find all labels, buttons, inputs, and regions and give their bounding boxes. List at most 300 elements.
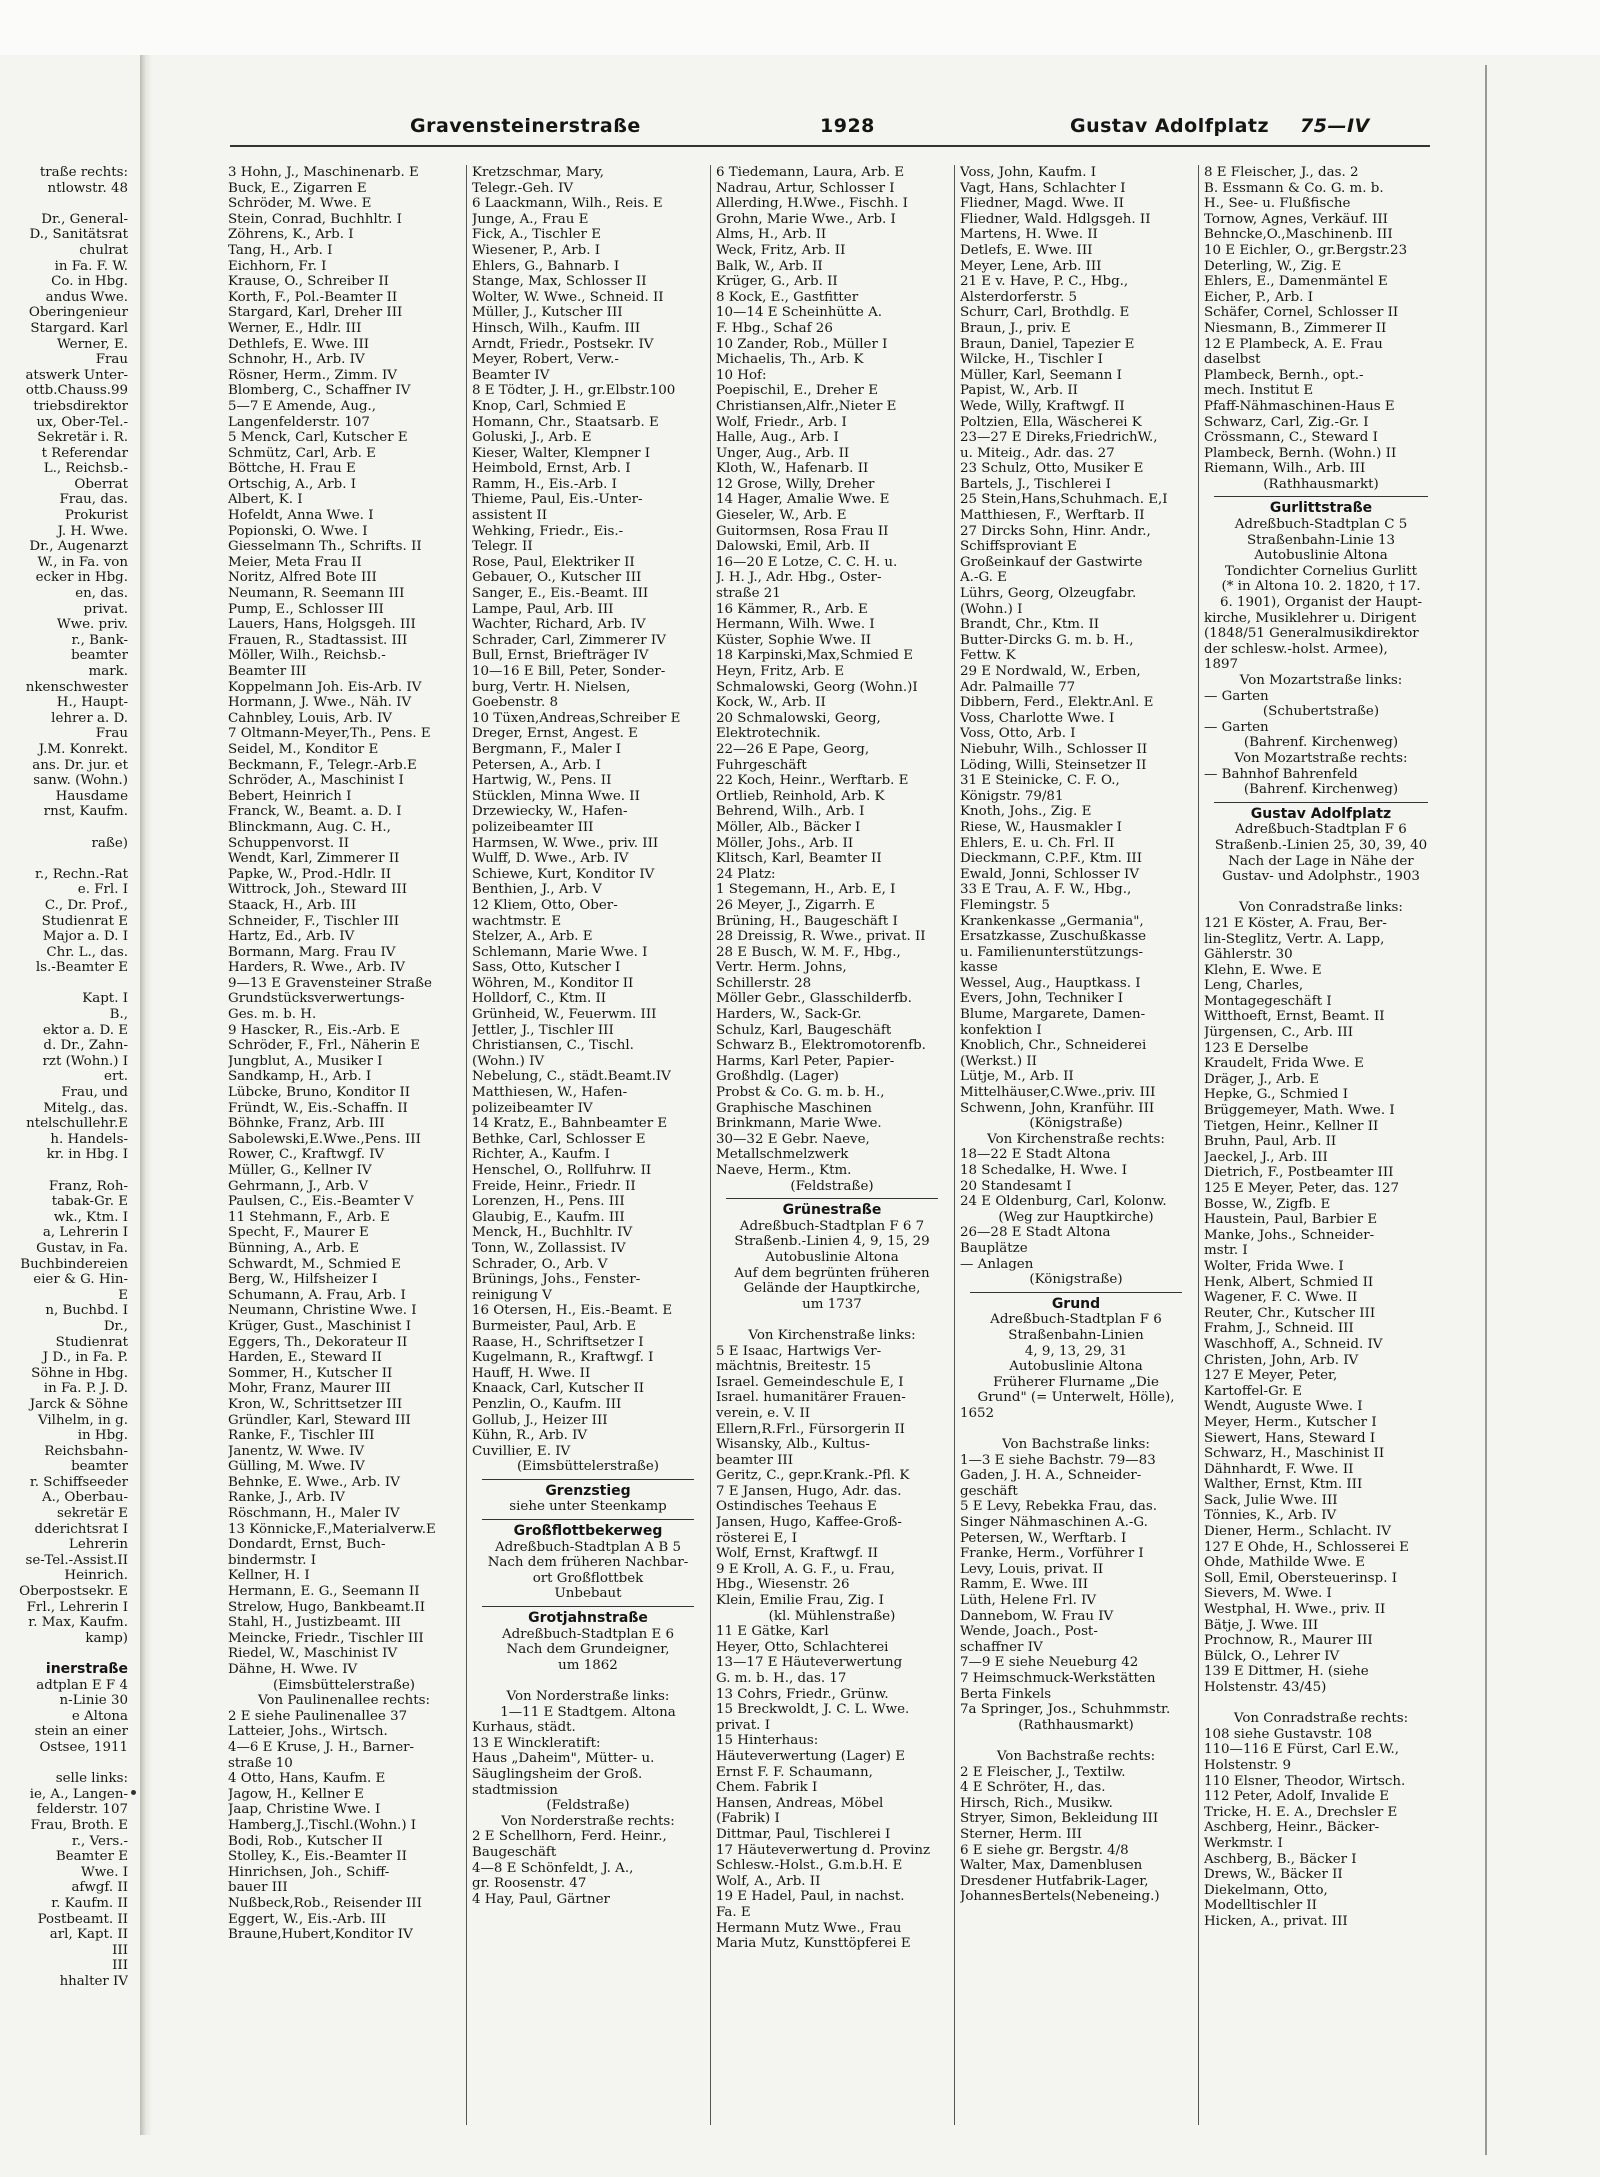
fragment-line: sanw. (Wohn.) [33, 773, 128, 789]
fragment-line [0, 1756, 128, 1772]
directory-entry: Dresdener Hutfabrik-Lager, [960, 1873, 1149, 1889]
directory-entry: Ehlers, G., Bahnarb. I [472, 258, 620, 274]
directory-entry: Blinckmann, Aug. C. H., [228, 819, 391, 835]
directory-entry: 13 Cohrs, Friedr., Grünw. [716, 1686, 889, 1702]
fragment-line: rzt (Wohn.) I [42, 1053, 128, 1069]
fragment-line: Frau, und [61, 1085, 128, 1101]
directory-entry: 12 Grose, Willy, Dreher [716, 476, 875, 492]
directory-entry: assistent II [472, 508, 548, 524]
directory-entry: (* in Altona 10. 2. 1820, † 17. [1221, 579, 1421, 595]
directory-entry: privat. I [716, 1717, 770, 1733]
directory-entry: Von Norderstraße links: [506, 1689, 670, 1704]
directory-entry: Sanger, E., Eis.-Beamt. III [472, 586, 649, 602]
directory-entry: Israel. Gemeindeschule E, I [716, 1374, 904, 1390]
directory-entry: 6 Laackmann, Wilh., Reis. E [472, 196, 663, 212]
directory-entry: Drzewiecky, W., Hafen- [472, 804, 628, 820]
directory-entry: Langenfelderstr. 107 [228, 414, 370, 430]
directory-entry: Plambeck, Bernh. (Wohn.) II [1204, 445, 1397, 461]
directory-entry: Mohr, Franz, Maurer III [228, 1381, 391, 1397]
fragment-line [0, 1163, 128, 1179]
directory-entry: 13 E Winckleratift: [472, 1735, 601, 1751]
directory-entry: Lüth, Helene Frl. IV [960, 1593, 1097, 1609]
fragment-line: III [112, 1958, 128, 1974]
directory-entry: Haustein, Paul, Barbier E [1204, 1212, 1378, 1228]
directory-entry: Benthien, J., Arb. V [472, 882, 602, 898]
column-3 [716, 165, 948, 1952]
directory-entry: Behnke, E. Wwe., Arb. IV [228, 1474, 400, 1490]
directory-entry: H., See- u. Flußfische [1204, 196, 1351, 212]
directory-entry: Schulz, Karl, Baugeschäft [716, 1022, 892, 1038]
directory-entry: Lütje, M., Arb. II [960, 1069, 1074, 1085]
directory-entry: Dittmar, Paul, Tischlerei I [716, 1826, 891, 1842]
directory-entry: Franke, Herm., Vorführer I [960, 1546, 1144, 1562]
directory-entry: Fliedner, Magd. Wwe. II [960, 196, 1124, 212]
directory-entry: Menck, H., Buchhltr. IV [472, 1225, 633, 1241]
directory-entry: — Bahnhof Bahrenfeld [1204, 766, 1358, 782]
directory-entry: Michaelis, Th., Arb. K [716, 352, 864, 368]
directory-entry: Bätje, J. Wwe. III [1204, 1617, 1319, 1633]
header-right-street: Gustav Adolfplatz [1070, 115, 1270, 137]
fragment-line: J D., in Fa. P. [42, 1350, 128, 1366]
fragment-line: ektor a. D. E [42, 1022, 128, 1038]
directory-entry: 19 E Hadel, Paul, in nachst. [716, 1889, 905, 1905]
directory-entry: Brandt, Chr., Ktm. II [960, 617, 1100, 633]
directory-entry: Hauff, H. Wwe. II [472, 1365, 591, 1381]
fragment-line: traße rechts: [39, 165, 128, 180]
directory-entry: 1652 [960, 1405, 995, 1421]
directory-entry: Bergmann, F., Maler I [472, 741, 622, 757]
directory-entry: Bosse, W., Zigfb. E [1204, 1196, 1331, 1212]
fragment-line: e Altona [71, 1708, 128, 1724]
directory-entry: Ellern,R.Frl., Fürsorgerin II [716, 1421, 905, 1437]
directory-entry: Von Mozartstraße rechts: [1234, 750, 1408, 766]
fragment-line: III [112, 1942, 128, 1958]
directory-entry: Hermann Mutz Wwe., Frau [716, 1920, 902, 1936]
directory-entry: Papist, W., Arb. II [960, 383, 1078, 399]
fragment-line: Wwe. priv. [56, 617, 128, 633]
directory-entry: Eggers, Th., Dekorateur II [228, 1334, 408, 1350]
fragment-line: Söhne in Hbg. [31, 1365, 128, 1381]
directory-entry: Evers, John, Techniker I [960, 991, 1124, 1007]
directory-entry: Hofeldt, Anna Wwe. I [228, 508, 374, 524]
directory-entry: Werner, E., Hdlr. III [228, 320, 362, 336]
directory-entry: der schlesw.-holst. Armee), [1204, 641, 1388, 657]
directory-entry: Paulsen, C., Eis.-Beamter V [228, 1194, 414, 1210]
directory-entry: Adr. Palmaille 77 [960, 679, 1076, 695]
fragment-line: Wwe. I [81, 1864, 128, 1880]
directory-entry: Autobuslinie Altona [1254, 548, 1388, 564]
directory-entry: Braune,Hubert,Konditor IV [228, 1927, 413, 1943]
directory-entry: 9 E Kroll, A. G. F., u. Frau, [716, 1561, 895, 1577]
directory-entry: 10 Hof: [716, 367, 767, 383]
fragment-line: felderstr. 107 [36, 1802, 128, 1818]
directory-entry: Haus „Daheim", Mütter- u. [472, 1751, 655, 1767]
fragment-line: beamter [71, 1459, 128, 1475]
directory-entry: Goebenstr. 8 [472, 695, 559, 711]
directory-entry: Crössmann, C., Steward I [1204, 430, 1378, 446]
directory-entry: Schwenn, John, Kranführ. III [960, 1100, 1155, 1116]
directory-entry: Zöhrens, K., Arb. I [228, 227, 354, 243]
directory-entry: kirche, Musiklehrer u. Dirigent [1204, 610, 1417, 626]
directory-entry: (Eimsbüttelerstraße) [272, 1677, 416, 1693]
directory-entry: Chem. Fabrik I [716, 1780, 818, 1796]
directory-entry: Bruhn, Paul, Arb. II [1204, 1134, 1337, 1150]
directory-entry: Grünheid, W., Feuerwm. III [472, 1007, 657, 1023]
fragment-line: ottb.Chauss.99 [25, 383, 128, 399]
directory-entry: 21 E v. Have, P. C., Hbg., [960, 274, 1129, 290]
directory-entry: Schäfer, Cornel, Schlosser II [1204, 305, 1399, 321]
directory-entry: Dräger, J., Arb. E [1204, 1071, 1320, 1087]
directory-entry: Blomberg, C., Schaffner IV [228, 383, 411, 399]
directory-entry: Diekelmann, Otto, [1204, 1882, 1328, 1898]
directory-entry: Burmeister, Paul, Arb. E [472, 1318, 637, 1334]
directory-entry [960, 1422, 1192, 1438]
directory-entry: Beamter III [228, 664, 307, 679]
directory-entry: Wilcke, H., Tischler I [960, 352, 1103, 368]
column-rule [954, 165, 955, 2125]
directory-entry: Meyer, Lene, Arb. III [960, 258, 1102, 274]
fragment-line: Ostsee, 1911 [39, 1739, 128, 1755]
directory-entry: 5 Menck, Carl, Kutscher E [228, 430, 408, 446]
column-1 [228, 165, 460, 1943]
directory-entry: Jürgensen, C., Arb. III [1204, 1025, 1354, 1041]
directory-entry: Heyn, Fritz, Arb. E [716, 664, 845, 679]
directory-entry: Schmütz, Carl, Arb. E [228, 445, 376, 461]
directory-entry: 7 Heimschmuck-Werkstätten [960, 1671, 1156, 1686]
directory-entry: Wendt, Karl, Zimmerer II [228, 851, 400, 867]
directory-entry: Löding, Willi, Steinsetzer II [960, 757, 1147, 773]
directory-entry: Straßenb.-Linien 4, 9, 15, 29 [734, 1234, 930, 1250]
street-heading: Grünestraße [782, 1203, 882, 1219]
directory-entry: Wisansky, Alb., Kultus- [716, 1437, 870, 1453]
directory-entry: Diener, Herm., Schlacht. IV [1204, 1524, 1391, 1540]
directory-entry: Halle, Aug., Arb. I [716, 430, 839, 446]
directory-entry: Klehn, E. Wwe. E [1204, 962, 1322, 978]
directory-entry: 121 E Köster, A. Frau, Ber- [1204, 915, 1387, 931]
directory-entry: Bauplätze [960, 1240, 1028, 1256]
directory-entry: Sievers, M. Wwe. I [1204, 1586, 1332, 1602]
directory-entry: Wittrock, Joh., Steward III [228, 882, 408, 898]
directory-entry: Singer Nähmaschinen A.-G. [960, 1515, 1148, 1531]
directory-entry: Grundstücksverwertungs- [228, 991, 405, 1007]
fragment-line: h. Handels- [50, 1131, 128, 1147]
fragment-line [0, 976, 128, 992]
directory-entry: Bethke, Carl, Schlosser E [472, 1131, 646, 1147]
directory-entry: Modelltischler II [1204, 1898, 1317, 1914]
directory-entry: Nadrau, Artur, Schlosser I [716, 180, 895, 196]
directory-entry: Frahm, J., Schneid. III [1204, 1321, 1354, 1337]
directory-entry: Unger, Aug., Arb. II [716, 445, 850, 461]
directory-entry: um 1862 [558, 1657, 618, 1673]
directory-entry: Thieme, Paul, Eis.-Unter- [472, 492, 643, 508]
directory-entry: Fick, A., Tischler E [472, 227, 601, 243]
directory-entry: Voss, Otto, Arb. I [960, 726, 1076, 742]
directory-entry: Berta Finkels [960, 1686, 1052, 1702]
directory-entry: Autobuslinie Altona [765, 1249, 899, 1265]
directory-entry: Ewald, Jonni, Schlosser IV [960, 866, 1139, 882]
directory-entry: Knaack, Carl, Kutscher II [472, 1381, 645, 1397]
directory-entry: Großeinkauf der Gastwirte [960, 554, 1143, 570]
directory-entry: Dähnhardt, F. Wwe. II [1204, 1461, 1354, 1477]
directory-entry: Schlemann, Marie Wwe. I [472, 944, 648, 960]
directory-entry: Fliedner, Wald. Hdlgsgeh. II [960, 211, 1151, 227]
directory-entry: Hinrichsen, Joh., Schiff- [228, 1864, 390, 1880]
directory-entry: 7 E Jansen, Hugo, Adr. das. [716, 1483, 902, 1499]
directory-entry: 3 Hohn, J., Maschinenarb. E [228, 165, 419, 180]
directory-entry: Klitsch, Karl, Beamter II [716, 851, 882, 867]
directory-entry: Ernst F. F. Schaumann, [716, 1764, 873, 1780]
fragment-line: Studienrat E [41, 913, 128, 929]
section-divider [1214, 802, 1428, 803]
directory-entry: Krüger, G., Arb. II [716, 274, 838, 290]
directory-entry: Glaubig, E., Kaufm. III [472, 1209, 625, 1225]
fragment-line: in Fa. P. J. D. [43, 1381, 128, 1397]
fragment-line: inerstraße [45, 1662, 128, 1677]
directory-entry: Soll, Emil, Obersteuerinsp. I [1204, 1570, 1398, 1586]
directory-entry: Dalowski, Emil, Arb. II [716, 539, 870, 555]
directory-entry: 14 Hager, Amalie Wwe. E [716, 492, 890, 508]
directory-entry: 18 Karpinski,Max,Schmied E [716, 648, 913, 664]
directory-entry: Popionski, O. Wwe. I [228, 523, 368, 539]
directory-entry: polizeibeamter IV [472, 1100, 593, 1116]
directory-entry: (1848/51 Generalmusikdirektor [1204, 626, 1419, 642]
directory-entry: Beckmann, F., Telegr.-Arb.E [228, 757, 417, 773]
directory-entry: Franck, W., Beamt. a. D. I [228, 804, 402, 820]
directory-entry: Flemingstr. 5 [960, 897, 1050, 913]
fragment-line: Gustav, in Fa. [36, 1240, 128, 1256]
header-rule [230, 145, 1430, 147]
directory-entry: burg, Vertr. H. Nielsen, [472, 679, 631, 695]
directory-entry: Witthoeft, Ernst, Beamt. II [1204, 1009, 1385, 1025]
fragment-line: kamp) [85, 1630, 128, 1646]
directory-entry: Harden, E., Steward II [228, 1350, 382, 1366]
fragment-line: r., Vers.- [71, 1833, 128, 1849]
fragment-line: Postbeamt. II [37, 1911, 128, 1927]
directory-entry: Tonn, W., Zollassist. IV [472, 1240, 626, 1256]
directory-entry: 10—16 E Bill, Peter, Sonder- [472, 664, 666, 679]
directory-entry: Wolf, A., Arb. II [716, 1873, 821, 1889]
directory-entry: rösterei E, I [716, 1530, 798, 1546]
directory-entry: Säuglingsheim der Groß. [472, 1766, 643, 1782]
fragment-line: tabak-Gr. E [51, 1194, 128, 1210]
street-heading: Gustav Adolfplatz [1250, 806, 1392, 822]
directory-entry: Müller, G., Kellner IV [228, 1163, 372, 1178]
directory-entry: Maria Mutz, Kunsttöpferei E [716, 1936, 911, 1952]
fragment-line: ecker in Hbg. [35, 570, 128, 586]
fragment-line: ntelschullehr.E [26, 1116, 128, 1132]
directory-entry: 20 Schmalowski, Georg, [716, 710, 881, 726]
fragment-line: selle links: [55, 1771, 128, 1787]
fragment-line: n, Buchbd. I [45, 1303, 128, 1319]
directory-entry [716, 1312, 948, 1328]
directory-entry: Adreßbuch-Stadtplan E 6 [501, 1626, 675, 1642]
directory-entry: Gehrmann, J., Arb. V [228, 1178, 369, 1194]
fragment-line: D., Sanitätsrat [29, 227, 128, 243]
directory-entry: Stücklen, Minna Wwe. II [472, 788, 640, 804]
directory-entry: 5 E Isaac, Hartwigs Ver- [716, 1343, 882, 1359]
fragment-line: afwgf. II [71, 1880, 128, 1896]
directory-entry: (Königstraße) [1029, 1116, 1123, 1132]
directory-entry: Schwardt, M., Schmied E [228, 1256, 401, 1272]
directory-entry: Behrend, Wilh., Arb. I [716, 804, 865, 820]
directory-entry: Wolf, Ernst, Kraftwgf. II [716, 1546, 879, 1562]
directory-entry: u. Familienunterstützungs- [960, 944, 1144, 960]
directory-entry: Schlesw.-Holst., G.m.b.H. E [716, 1858, 903, 1874]
directory-entry: 14 Kratz, E., Bahnbeamter E [472, 1116, 668, 1132]
directory-entry: Hartwig, W., Pens. II [472, 773, 612, 789]
directory-entry: Stange, Max, Schlosser II [472, 274, 647, 290]
fragment-line: en, das. [75, 586, 128, 602]
scan-top-margin [0, 0, 1600, 55]
directory-entry: Janentz, W. Wwe. IV [228, 1443, 365, 1459]
directory-entry: Waschhoff, A., Schneid. IV [1204, 1336, 1383, 1352]
fragment-line: wk., Ktm. I [53, 1209, 128, 1225]
directory-entry: 7—9 E siehe Neueburg 42 [960, 1655, 1139, 1671]
directory-entry: 108 siehe Gustavstr. 108 [1204, 1726, 1373, 1742]
directory-entry: Fründt, W., Eis.-Schaffn. II [228, 1100, 408, 1116]
directory-entry: F. Hbg., Schaf 26 [716, 320, 833, 336]
fragment-line: ans. Dr. jur. et [32, 757, 128, 773]
directory-entry: Matthiesen, W., Hafen- [472, 1085, 628, 1101]
directory-entry: Von Mozartstraße links: [1239, 673, 1403, 688]
directory-entry: 16 Kämmer, R., Arb. E [716, 601, 868, 617]
directory-entry: Bartels, J., Tischlerei I [960, 476, 1111, 492]
directory-entry: Adreßbuch-Stadtplan F 6 7 [739, 1218, 925, 1234]
directory-entry: Nach dem früheren Nachbar- [487, 1555, 689, 1571]
fragment-line: A., Oberbau- [41, 1490, 128, 1506]
directory-entry: ort Großflottbek [532, 1570, 644, 1586]
directory-entry: Butter-Dircks G. m. b. H., [960, 632, 1134, 648]
directory-entry: Jansen, Hugo, Kaffee-Groß- [716, 1515, 902, 1531]
fragment-line: Oberrat [74, 476, 128, 492]
directory-entry: Bodi, Rob., Kutscher II [228, 1833, 383, 1849]
directory-entry: Tornow, Agnes, Verkäuf. III [1204, 211, 1388, 227]
directory-entry: Kron, W., Schrittsetzer III [228, 1396, 403, 1412]
directory-entry: 18 Schedalke, H. Wwe. I [960, 1163, 1128, 1178]
directory-entry: Wolter, Frida Wwe. I [1204, 1258, 1344, 1274]
column-rule [1198, 165, 1199, 2125]
directory-entry: Adreßbuch-Stadtplan A B 5 [494, 1539, 682, 1555]
directory-entry: Holstenstr. 9 [1204, 1757, 1292, 1773]
directory-entry: Hirsch, Rich., Musikw. [960, 1795, 1113, 1811]
directory-entry: Ortschig, A., Arb. I [228, 476, 357, 492]
directory-entry: 17 Häuteverwertung d. Provinz [716, 1842, 931, 1858]
directory-entry: Lührs, Georg, Ölzeugfabr. [960, 586, 1137, 602]
directory-entry: Stryer, Simon, Bekleidung III [960, 1811, 1159, 1827]
directory-entry: Holstenstr. 43/45) [1204, 1680, 1327, 1695]
fragment-line: J.M. Konrekt. [38, 741, 128, 757]
directory-entry: Weck, Fritz, Arb. II [716, 242, 846, 258]
directory-entry: 139 E Dittmer, H. (siehe [1204, 1664, 1369, 1680]
directory-entry: Baugeschäft [472, 1844, 557, 1860]
directory-entry: Ehlers, E., Damenmäntel E [1204, 274, 1388, 290]
fragment-line: Beamter E [55, 1849, 128, 1865]
directory-entry: Hbg., Wiesenstr. 26 [716, 1577, 850, 1593]
directory-entry: 22 Koch, Heinr., Werftarb. E [716, 773, 909, 789]
directory-entry: Fa. E [716, 1904, 751, 1920]
directory-entry: Alsterdorferstr. 5 [960, 289, 1078, 305]
directory-entry: Adreßbuch-Stadtplan C 5 [1234, 517, 1408, 533]
directory-entry: Poepischil, E., Dreher E [716, 383, 878, 399]
fragment-line: Chr. L., das. [46, 944, 128, 960]
fragment-line: H., Haupt- [56, 695, 128, 711]
directory-entry: (Rathhausmarkt) [1018, 1717, 1134, 1733]
directory-entry: Penzlin, O., Kaufm. III [472, 1396, 622, 1412]
directory-entry: Harms, Karl Peter, Papier- [716, 1053, 895, 1069]
directory-entry: Autobuslinie Altona [1009, 1359, 1143, 1375]
directory-entry: Wiesener, P., Arb. I [472, 242, 601, 258]
directory-entry: Blume, Margarete, Damen- [960, 1007, 1146, 1023]
directory-entry: Ranke, F., Tischler III [228, 1428, 375, 1444]
directory-entry: Kraudelt, Frida Wwe. E [1204, 1056, 1364, 1072]
directory-entry: Wachter, Richard, Arb. IV [472, 617, 646, 633]
directory-entry: 15 Breckwoldt, J. C. L. Wwe. [716, 1702, 910, 1718]
directory-entry: (Eimsbüttelerstraße) [516, 1459, 660, 1475]
directory-entry: lin-Steglitz, Vertr. A. Lapp, [1204, 931, 1385, 947]
directory-entry: Westphal, H. Wwe., priv. II [1204, 1602, 1386, 1618]
directory-entry: Harmsen, W. Wwe., priv. III [472, 835, 659, 851]
directory-entry: stadtmission [472, 1782, 558, 1798]
directory-entry: Allerding, H.Wwe., Fischh. I [716, 196, 908, 212]
directory-entry: Stein, Conrad, Buchhltr. I [228, 211, 402, 227]
street-heading: Großflottbekerweg [513, 1524, 663, 1540]
directory-entry: Reuter, Chr., Kutscher III [1204, 1305, 1376, 1321]
fragment-line: d. Dr., Zahn- [43, 1038, 128, 1054]
directory-entry: JohannesBertels(Nebeneing.) [960, 1889, 1160, 1905]
fragment-line: Lehrerin [68, 1537, 128, 1553]
fragment-line: mark. [88, 664, 128, 679]
directory-entry: Wolter, W. Wwe., Schneid. II [472, 289, 664, 305]
directory-entry: 7a Springer, Jos., Schuhmmstr. [960, 1702, 1171, 1718]
directory-entry: Kurhaus, städt. [472, 1720, 576, 1736]
fragment-line: Stargard. Karl [30, 320, 128, 336]
directory-entry: Schuppenvorst. II [228, 835, 349, 851]
fragment-line: kr. in Hbg. I [46, 1147, 128, 1163]
directory-entry: Meincke, Friedr., Tischler III [228, 1630, 424, 1646]
directory-entry: 5 E Levy, Rebekka Frau, das. [960, 1499, 1157, 1515]
directory-entry: Möller Gebr., Glasschilderfb. [716, 991, 912, 1007]
directory-entry: (Schubertstraße) [1262, 704, 1380, 720]
directory-entry: Jaap, Christine Wwe. I [228, 1802, 381, 1818]
fragment-line: Frl., Lehrerin I [26, 1599, 128, 1615]
fragment-line: Dr., Augenarzt [29, 539, 128, 555]
directory-entry: Eichhorn, Fr. I [228, 258, 327, 274]
fragment-line: nkenschwester [25, 679, 128, 695]
street-note: siehe unter Steenkamp [509, 1499, 667, 1515]
directory-entry: Kieser, Walter, Klempner I [472, 445, 651, 461]
directory-entry: Werkmstr. I [1204, 1835, 1283, 1851]
directory-entry: beamter III [716, 1452, 794, 1468]
fragment-line: sekretär E [56, 1506, 128, 1522]
fragment-line: t Referendar [41, 445, 128, 461]
directory-entry: Probst & Co. G. m. b. H., [716, 1085, 885, 1101]
directory-entry: 24 Platz: [716, 866, 776, 882]
directory-entry: geschäft [960, 1483, 1018, 1499]
directory-entry: Schmalowski, Georg (Wohn.)I [716, 679, 918, 695]
directory-entry: (Bahrenf. Kirchenweg) [1243, 735, 1399, 751]
directory-entry: Aschberg, Heinr., Bäcker- [1204, 1820, 1380, 1836]
fragment-line: ie, A., Langen- [29, 1786, 128, 1802]
directory-entry: Gründler, Karl, Steward III [228, 1412, 411, 1428]
fragment-line: ux, Ober-Tel.- [36, 414, 128, 430]
directory-entry: bauer III [228, 1880, 288, 1896]
directory-entry: Unbebaut [554, 1586, 622, 1602]
directory-entry: Gieseler, W., Arb. E [716, 508, 847, 524]
directory-entry: Alms, H., Arb. II [716, 227, 827, 243]
directory-entry: Manke, Johs., Schneider- [1204, 1227, 1375, 1243]
fragment-line: ntlowstr. 48 [47, 180, 128, 196]
directory-entry: 8 Kock, E., Gastfitter [716, 289, 859, 305]
